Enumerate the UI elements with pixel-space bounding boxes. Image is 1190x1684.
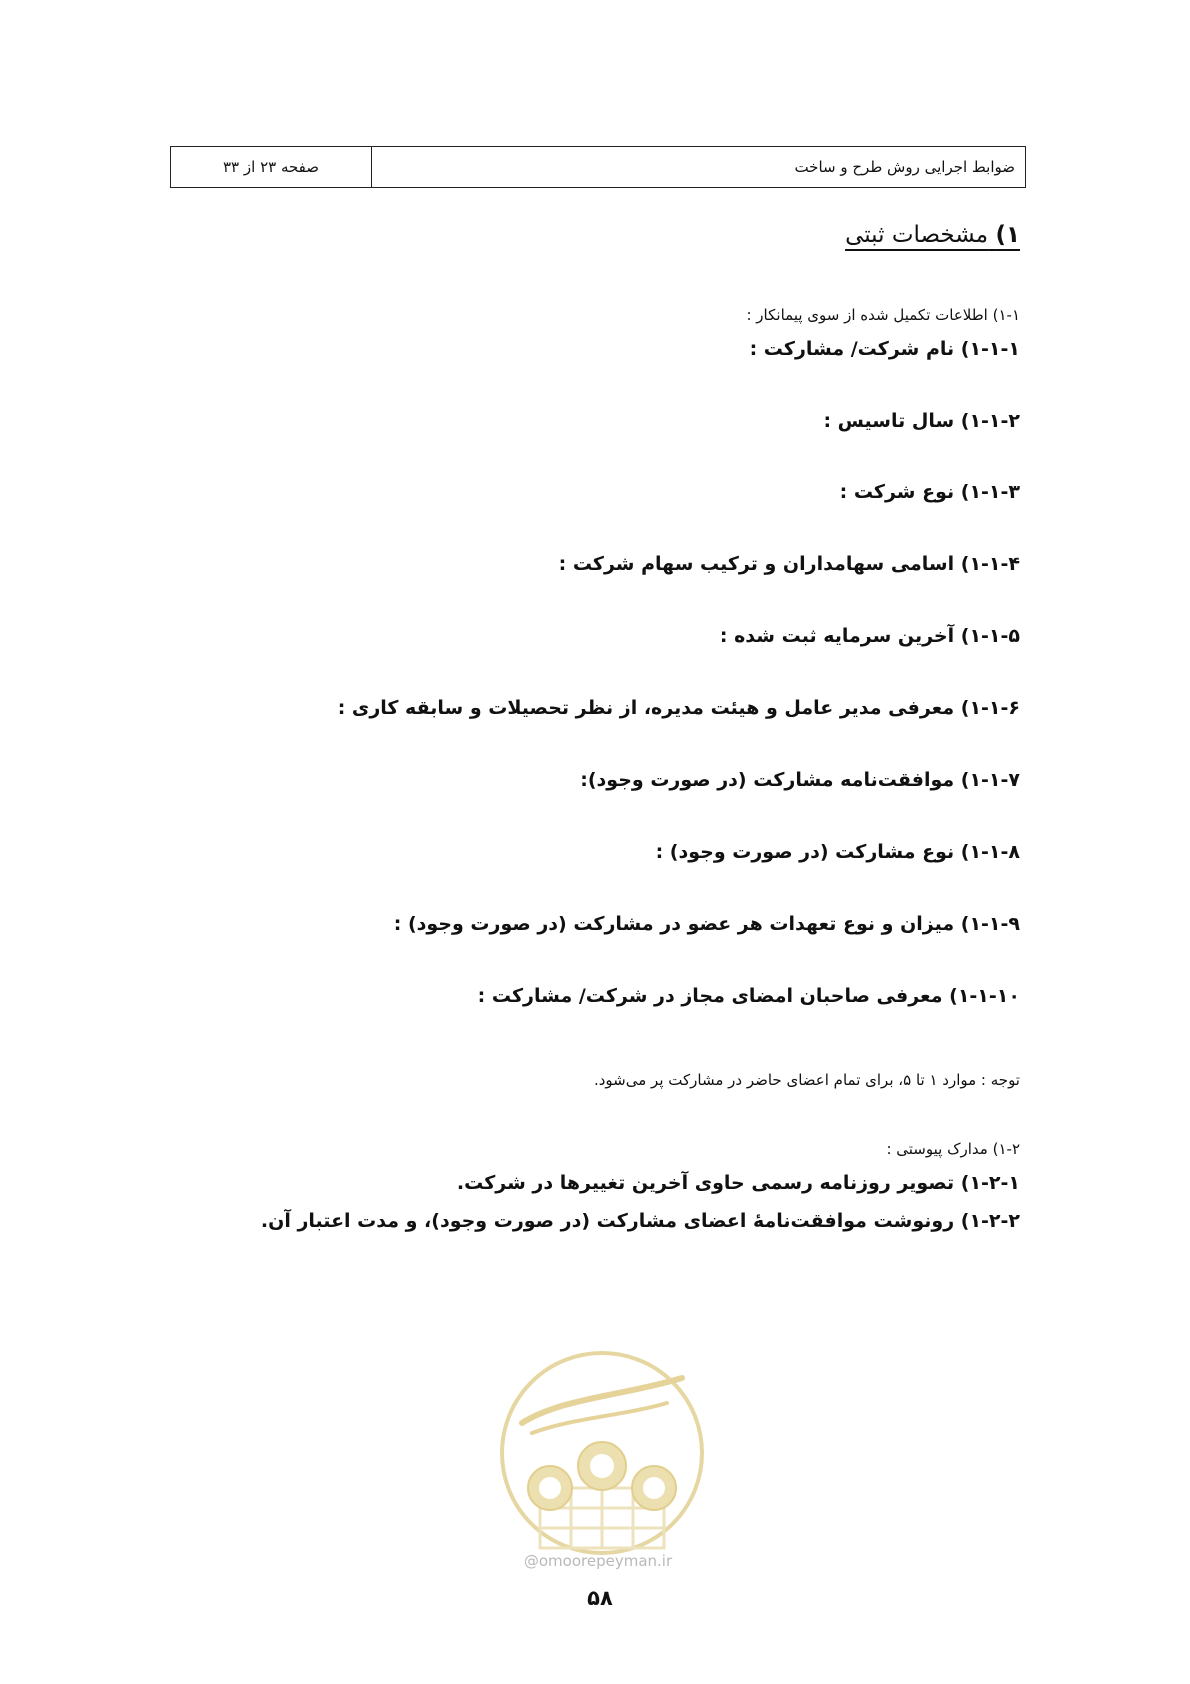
page-header bbox=[170, 146, 1026, 188]
list-item: ۱-۲-۲) رونوشت موافقت‌نامهٔ اعضای مشارکت (در صورت وجود)، و مدت اعتبار آن. bbox=[260, 1210, 1020, 1232]
document-title: ضوابط اجرایی روش طرح و ساخت bbox=[371, 147, 1025, 187]
list-item: ۱-۲-۱) تصویر روزنامه رسمی حاوی آخرین تغییرها در شرکت. bbox=[456, 1172, 1020, 1194]
section-title-text: مشخصات ثبتی bbox=[845, 222, 989, 248]
list-item: ۱-۱-۳) نوع شرکت : bbox=[839, 481, 1020, 503]
list-item: ۱-۱-۲) سال تاسیس : bbox=[823, 410, 1020, 432]
list-item: ۱-۱-۸) نوع مشارکت (در صورت وجود) : bbox=[655, 841, 1020, 863]
page-reference: صفحه ۲۳ از ۳۳ bbox=[222, 158, 320, 176]
list-item: ۱-۱-۴) اسامی سهامداران و ترکیب سهام شرکت : bbox=[558, 553, 1020, 575]
watermark-url: @omoorepeyman.ir bbox=[523, 1552, 673, 1570]
list-item: ۱-۱-۱) نام شرکت/ مشارکت : bbox=[749, 338, 1020, 360]
watermark-logo bbox=[492, 1338, 712, 1578]
section-title bbox=[845, 222, 1020, 248]
list-item: ۱-۱-۵) آخرین سرمایه ثبت شده : bbox=[719, 625, 1020, 647]
list-item: ۱-۱-۹) میزان و نوع تعهدات هر عضو در مشارکت (در صورت وجود) : bbox=[393, 913, 1020, 935]
section-number: ۱) bbox=[995, 222, 1020, 248]
note-text: توجه : موارد ۱ تا ۵، برای تمام اعضای حاضر در مشارکت پر می‌شود. bbox=[593, 1071, 1020, 1089]
list-item: ۱-۱-۷) موافقت‌نامه مشارکت (در صورت وجود): bbox=[580, 769, 1020, 791]
list-item: ۱-۱-۶) معرفی مدیر عامل و هیئت مدیره، از نظر تحصیلات و سابقه کاری : bbox=[337, 697, 1020, 719]
list-item: ۱-۱-۱۰) معرفی صاحبان امضای مجاز در شرکت/ مشارکت : bbox=[477, 985, 1020, 1007]
watermark-seal-icon bbox=[492, 1338, 712, 1578]
subsection-heading-info: ۱-۱) اطلاعات تکمیل شده از سوی پیمانکار : bbox=[746, 306, 1020, 324]
page-number: ۵۸ bbox=[587, 1586, 613, 1610]
subsection-heading-attachments: ۱-۲) مدارک پیوستی : bbox=[886, 1140, 1020, 1158]
